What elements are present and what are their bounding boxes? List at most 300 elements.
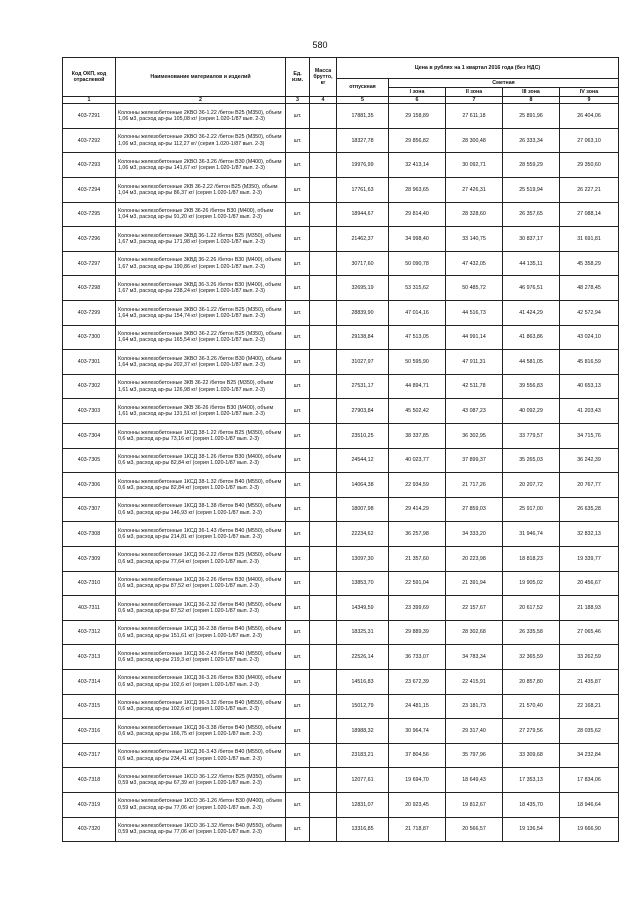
product-code: 403-7301 [63,350,116,375]
zone-1-price: 30 964,74 [389,719,446,744]
zone-3-price: 32 365,59 [503,645,560,670]
unit-cell: шт. [286,792,310,817]
unit-cell: шт. [286,202,310,227]
column-number: 8 [503,97,560,104]
mass-cell [310,202,337,227]
zone-4-price: 45 358,29 [560,251,619,276]
release-price: 23183,21 [337,743,389,768]
zone-2-price: 22 157,67 [446,596,503,621]
table-row [63,227,619,252]
product-name: Колонны железобетонные 3КВО 36-3.26 /бетон В30 (М400), объем 1,64 м3, расход ар-ры 202,37 кг/ (серия 1.020-1/87 вып. 2-3) [116,350,286,375]
zone-2-price: 27 611,18 [446,104,503,129]
mass-cell [310,768,337,793]
release-price: 17761,63 [337,178,389,203]
unit-cell: шт. [286,768,310,793]
table-row [63,546,619,571]
product-code: 403-7292 [63,128,116,153]
header-zone-3: III зона [503,88,560,97]
column-number: 3 [286,97,310,104]
product-code: 403-7302 [63,374,116,399]
product-code: 403-7294 [63,178,116,203]
unit-cell: шт. [286,374,310,399]
unit-cell: шт. [286,620,310,645]
unit-cell: шт. [286,153,310,178]
release-price: 19976,99 [337,153,389,178]
product-code: 403-7318 [63,768,116,793]
zone-4-price: 17 834,06 [560,768,619,793]
unit-cell: шт. [286,522,310,547]
zone-2-price: 27 426,31 [446,178,503,203]
unit-cell: шт. [286,178,310,203]
product-name: Колонны железобетонные 3КВО 36-2.22 /бетон В25 (М350), объем 1,64 м3, расход ар-ры 165,54 кг/ (серия 1.020-1/87 вып. 2-3) [116,325,286,350]
unit-cell: шт. [286,448,310,473]
product-name: Колонны железобетонные 2КВО 36-1.22 /бетон В25 (М350), объем 1,06 м3, расход ар-ры 105,08 кг/ (серия 1.020-1/87 вып. 2-3) [116,104,286,129]
release-price: 27903,84 [337,399,389,424]
zone-3-price: 18 818,23 [503,546,560,571]
column-number: 1 [63,97,116,104]
product-code: 403-7312 [63,620,116,645]
table-row [63,743,619,768]
table-row [63,325,619,350]
mass-cell [310,128,337,153]
zone-3-price: 31 946,74 [503,522,560,547]
mass-cell [310,424,337,449]
price-table [62,57,619,842]
zone-1-price: 37 804,56 [389,743,446,768]
table-row [63,448,619,473]
header-estimate: Сметная [389,79,619,88]
table-row [63,768,619,793]
zone-2-price: 20 223,98 [446,546,503,571]
mass-cell [310,645,337,670]
product-code: 403-7308 [63,522,116,547]
release-price: 32695,19 [337,276,389,301]
unit-cell: шт. [286,251,310,276]
header-zone-1: I зона [389,88,446,97]
zone-2-price: 20 566,57 [446,817,503,842]
mass-cell [310,227,337,252]
mass-cell [310,596,337,621]
header-name: Наименование материалов и изделий [116,58,286,97]
zone-4-price: 28 035,62 [560,719,619,744]
zone-4-price: 20 456,67 [560,571,619,596]
zone-1-price: 45 502,42 [389,399,446,424]
mass-cell [310,350,337,375]
zone-4-price: 43 024,10 [560,325,619,350]
zone-4-price: 27 065,46 [560,620,619,645]
mass-cell [310,546,337,571]
column-number: 4 [310,97,337,104]
zone-2-price: 23 181,73 [446,694,503,719]
table-row [63,202,619,227]
mass-cell [310,399,337,424]
zone-4-price: 26 635,28 [560,497,619,522]
release-price: 31027,97 [337,350,389,375]
zone-3-price: 41 424,29 [503,301,560,326]
unit-cell: шт. [286,350,310,375]
table-row [63,596,619,621]
zone-4-price: 32 832,13 [560,522,619,547]
table-row [63,104,619,129]
product-name: Колонны железобетонные 2КВ 36-2.22 /бетон В25 (М350), объем 1,04 м3, расход ар-ры 86,37 кг/ (серия 1.020-1/87 вып. 2-3) [116,178,286,203]
release-price: 17881,35 [337,104,389,129]
mass-cell [310,178,337,203]
release-price: 14349,59 [337,596,389,621]
unit-cell: шт. [286,128,310,153]
release-price: 15012,79 [337,694,389,719]
mass-cell [310,719,337,744]
release-price: 28839,90 [337,301,389,326]
table-row [63,473,619,498]
zone-4-price: 19 339,77 [560,546,619,571]
table-row [63,522,619,547]
zone-3-price: 25 891,96 [503,104,560,129]
zone-4-price: 36 242,39 [560,448,619,473]
table-row [63,128,619,153]
zone-4-price: 31 691,81 [560,227,619,252]
mass-cell [310,694,337,719]
zone-4-price: 27 088,14 [560,202,619,227]
mass-cell [310,522,337,547]
product-code: 403-7307 [63,497,116,522]
zone-1-price: 34 998,40 [389,227,446,252]
product-code: 403-7296 [63,227,116,252]
zone-4-price: 21 435,87 [560,669,619,694]
zone-2-price: 30 092,71 [446,153,503,178]
product-code: 403-7310 [63,571,116,596]
product-code: 403-7306 [63,473,116,498]
product-name: Колонны железобетонные 1КСД 38-1.32 /бетон В40 (М550), объем 0,6 м3, расход ар-ры 82,84 кг/ (серия 1.020-1/87 вып. 2-3) [116,473,286,498]
zone-1-price: 29 414,29 [389,497,446,522]
table-row [63,645,619,670]
zone-1-price: 29 889,39 [389,620,446,645]
zone-2-price: 34 333,20 [446,522,503,547]
zone-3-price: 17 353,13 [503,768,560,793]
zone-1-price: 47 513,05 [389,325,446,350]
table-row [63,669,619,694]
zone-3-price: 33 779,57 [503,424,560,449]
zone-1-price: 47 014,16 [389,301,446,326]
mass-cell [310,325,337,350]
product-name: Колонны железобетонные 1КСД 38-1.22 /бетон В25 (М350), объем 0,6 м3, расход ар-ры 73,16 кг/ (серия 1.020-1/87 вып. 2-3) [116,424,286,449]
unit-cell: шт. [286,325,310,350]
table-row [63,694,619,719]
mass-cell [310,497,337,522]
product-code: 403-7299 [63,301,116,326]
zone-3-price: 27 279,56 [503,719,560,744]
product-code: 403-7295 [63,202,116,227]
table-row [63,374,619,399]
product-code: 403-7311 [63,596,116,621]
zone-4-price: 29 350,60 [560,153,619,178]
zone-2-price: 27 859,03 [446,497,503,522]
product-code: 403-7293 [63,153,116,178]
release-price: 18325,31 [337,620,389,645]
product-name: Колонны железобетонные 1КСО 36-1.26 /бетон В30 (М400), объем 0,59 м3, расход ар-ры 77,06 кг/ (серия 1.020-1/87 вып. 2-3) [116,792,286,817]
zone-1-price: 20 923,45 [389,792,446,817]
release-price: 18944,67 [337,202,389,227]
zone-2-price: 29 317,40 [446,719,503,744]
zone-4-price: 27 063,10 [560,128,619,153]
zone-2-price: 19 812,67 [446,792,503,817]
release-price: 18988,32 [337,719,389,744]
column-number: 9 [560,97,619,104]
mass-cell [310,571,337,596]
header-release: отпускная [337,79,389,97]
unit-cell: шт. [286,743,310,768]
zone-4-price: 40 653,13 [560,374,619,399]
product-code: 403-7291 [63,104,116,129]
product-name: Колонны железобетонные 3КВД 36-3.26 /бетон В30 (М400), объем 1,67 м3, расход ар-ры 238,24 кг/ (серия 1.020-1/87 вып. 2-3) [116,276,286,301]
zone-1-price: 53 315,62 [389,276,446,301]
product-code: 403-7298 [63,276,116,301]
unit-cell: шт. [286,301,310,326]
zone-3-price: 20 617,52 [503,596,560,621]
header-zone-4: IV зона [560,88,619,97]
product-name: Колонны железобетонные 1КСД 36-3.26 /бетон В30 (М400), объем 0,6 м3, расход ар-ры 102,6 кг/ (серия 1.020-1/87 вып. 2-3) [116,669,286,694]
unit-cell: шт. [286,276,310,301]
table-row [63,350,619,375]
zone-3-price: 20 857,80 [503,669,560,694]
zone-3-price: 44 135,11 [503,251,560,276]
zone-2-price: 28 300,48 [446,128,503,153]
mass-cell [310,104,337,129]
product-name: Колонны железобетонные 1КСД 38-1.38 /бетон В40 (М550), объем 0,6 м3, расход ар-ры 146,93 кг/ (серия 1.020-1/87 вып. 2-3) [116,497,286,522]
release-price: 13097,30 [337,546,389,571]
mass-cell [310,374,337,399]
release-price: 14516,83 [337,669,389,694]
mass-cell [310,301,337,326]
table-row [63,399,619,424]
zone-3-price: 39 556,83 [503,374,560,399]
zone-3-price: 20 207,72 [503,473,560,498]
zone-2-price: 44 516,73 [446,301,503,326]
mass-cell [310,792,337,817]
product-name: Колонны железобетонные 3КВД 36-2.26 /бетон В30 (М400), объем 1,67 м3, расход ар-ры 190,86 кг/ (серия 1.020-1/87 вып. 2-3) [116,251,286,276]
release-price: 12831,07 [337,792,389,817]
product-name: Колонны железобетонные 1КСД 36-2.26 /бетон В30 (М400), объем 0,6 м3, расход ар-ры 87,52 кг/ (серия 1.020-1/87 вып. 2-3) [116,571,286,596]
product-code: 403-7320 [63,817,116,842]
zone-2-price: 47 432,05 [446,251,503,276]
product-name: Колонны железобетонные 1КСД 36-3.38 /бетон В40 (М550), объем 0,6 м3, расход ар-ры 166,75 кг/ (серия 1.020-1/87 вып. 2-3) [116,719,286,744]
zone-4-price: 18 946,64 [560,792,619,817]
product-name: Колонны железобетонные 2КВО 36-2.22 /бетон В25 (М350), объем 1,06 м3, расход ар-ры 112,27 кг/ (серия 1.020-1/87 вып. 2-3) [116,128,286,153]
unit-cell: шт. [286,104,310,129]
zone-3-price: 33 309,68 [503,743,560,768]
column-number: 5 [337,97,389,104]
zone-2-price: 44 991,14 [446,325,503,350]
table-row [63,620,619,645]
zone-1-price: 50 090,78 [389,251,446,276]
zone-3-price: 25 917,00 [503,497,560,522]
release-price: 18007,98 [337,497,389,522]
release-price: 21462,37 [337,227,389,252]
zone-2-price: 36 302,95 [446,424,503,449]
table-row [63,571,619,596]
product-code: 403-7309 [63,546,116,571]
column-number: 6 [389,97,446,104]
unit-cell: шт. [286,645,310,670]
mass-cell [310,669,337,694]
product-code: 403-7315 [63,694,116,719]
zone-2-price: 34 783,34 [446,645,503,670]
zone-3-price: 46 976,51 [503,276,560,301]
zone-2-price: 21 717,26 [446,473,503,498]
unit-cell: шт. [286,546,310,571]
page-number: 580 [312,40,328,50]
mass-cell [310,817,337,842]
zone-2-price: 42 511,78 [446,374,503,399]
release-price: 22234,62 [337,522,389,547]
zone-3-price: 19 136,54 [503,817,560,842]
zone-1-price: 23 399,69 [389,596,446,621]
zone-3-price: 44 581,05 [503,350,560,375]
zone-1-price: 19 694,70 [389,768,446,793]
zone-1-price: 22 591,04 [389,571,446,596]
table-row [63,817,619,842]
header-unit: Ед. изм. [286,58,310,97]
unit-cell: шт. [286,669,310,694]
zone-4-price: 22 168,21 [560,694,619,719]
zone-4-price: 21 188,93 [560,596,619,621]
product-name: Колонны железобетонные 1КСД 38-1.26 /бетон В30 (М400), объем 0,6 м3, расход ар-ры 82,84 кг/ (серия 1.020-1/87 вып. 2-3) [116,448,286,473]
table-body [63,104,619,842]
zone-1-price: 24 481,15 [389,694,446,719]
zone-3-price: 18 435,70 [503,792,560,817]
table-row [63,497,619,522]
product-name: Колонны железобетонные 2КВ 36-26 /бетон В30 (М400), объем 1,04 м3, расход ар-ры 91,20 кг/ (серия 1.020-1/87 вып. 2-3) [116,202,286,227]
product-code: 403-7297 [63,251,116,276]
product-name: Колонны железобетонные 1КСД 36-2.32 /бетон В40 (М550), объем 0,6 м3, расход ар-ры 87,52 кг/ (серия 1.020-1/87 вып. 2-3) [116,596,286,621]
zone-3-price: 19 905,02 [503,571,560,596]
product-code: 403-7305 [63,448,116,473]
zone-1-price: 32 413,14 [389,153,446,178]
unit-cell: шт. [286,227,310,252]
unit-cell: шт. [286,424,310,449]
release-price: 12077,61 [337,768,389,793]
product-name: Колонны железобетонные 1КСД 36-3.43 /бетон В40 (М550), объем 0,6 м3, расход ар-ры 234,41 кг/ (серия 1.020-1/87 вып. 2-3) [116,743,286,768]
zone-4-price: 34 232,84 [560,743,619,768]
zone-1-price: 38 337,85 [389,424,446,449]
column-number: 7 [446,97,503,104]
zone-4-price: 45 816,59 [560,350,619,375]
zone-3-price: 40 092,29 [503,399,560,424]
zone-1-price: 29 158,89 [389,104,446,129]
zone-4-price: 41 203,43 [560,399,619,424]
release-price: 24544,12 [337,448,389,473]
zone-2-price: 35 797,96 [446,743,503,768]
product-code: 403-7317 [63,743,116,768]
product-name: Колонны железобетонные 3КВД 36-1.22 /бетон В25 (М350), объем 1,67 м3, расход ар-ры 171,98 кг/ (серия 1.020-1/87 вып. 2-3) [116,227,286,252]
table-row [63,251,619,276]
product-name: Колонны железобетонные 1КСД 36-2.38 /бетон В40 (М550), объем 0,6 м3, расход ар-ры 151,61 кг/ (серия 1.020-1/87 вып. 2-3) [116,620,286,645]
release-price: 13853,70 [337,571,389,596]
unit-cell: шт. [286,694,310,719]
zone-3-price: 21 570,40 [503,694,560,719]
zone-1-price: 44 894,71 [389,374,446,399]
header-zone-2: II зона [446,88,503,97]
product-name: Колонны железобетонные 3КВ 36-22 /бетон В25 (М350), объем 1,61 м3, расход ар-ры 126,98 кг/ (серия 1.020-1/87 вып. 2-3) [116,374,286,399]
mass-cell [310,251,337,276]
unit-cell: шт. [286,473,310,498]
mass-cell [310,473,337,498]
product-name: Колонны железобетонные 1КСО 36-1.32 /бетон В40 (М550), объем 0,59 м3, расход ар-ры 77,06 кг/ (серия 1.020-1/87 вып. 2-3) [116,817,286,842]
product-name: Колонны железобетонные 3КВ 36-26 /бетон В30 (М400), объем 1,61 м3, расход ар-ры 131,51 кг/ (серия 1.020-1/87 вып. 2-3) [116,399,286,424]
zone-1-price: 23 672,39 [389,669,446,694]
product-code: 403-7300 [63,325,116,350]
table-row [63,276,619,301]
header-code: Код ОКП, код отраслевой [63,58,116,97]
zone-4-price: 26 227,21 [560,178,619,203]
zone-1-price: 29 814,40 [389,202,446,227]
zone-1-price: 22 934,59 [389,473,446,498]
zone-3-price: 28 559,29 [503,153,560,178]
zone-1-price: 21 718,87 [389,817,446,842]
column-numbers-row [63,97,619,104]
product-name: Колонны железобетонные 1КСО 36-1.22 /бетон В25 (М350), объем 0,59 м3, расход ар-ры 67,39 кг/ (серия 1.020-1/87 вып. 2-3) [116,768,286,793]
zone-2-price: 43 087,23 [446,399,503,424]
table-row [63,719,619,744]
product-code: 403-7319 [63,792,116,817]
zone-3-price: 25 519,94 [503,178,560,203]
zone-3-price: 26 333,34 [503,128,560,153]
unit-cell: шт. [286,399,310,424]
table-row [63,424,619,449]
unit-cell: шт. [286,571,310,596]
product-name: Колонны железобетонные 1КСД 36-1.43 /бетон В40 (М550), объем 0,6 м3, расход ар-ры 214,81 кг/ (серия 1.020-1/87 вып. 2-3) [116,522,286,547]
zone-2-price: 22 415,91 [446,669,503,694]
product-code: 403-7316 [63,719,116,744]
product-name: Колонны железобетонные 3КВО 36-1.22 /бетон В25 (М350), объем 1,64 м3, расход ар-ры 154,74 кг/ (серия 1.020-1/87 вып. 2-3) [116,301,286,326]
zone-1-price: 29 856,82 [389,128,446,153]
release-price: 27531,17 [337,374,389,399]
zone-4-price: 34 715,76 [560,424,619,449]
zone-1-price: 40 023,77 [389,448,446,473]
unit-cell: шт. [286,596,310,621]
mass-cell [310,448,337,473]
mass-cell [310,276,337,301]
product-name: Колонны железобетонные 1КСД 36-3.32 /бетон В40 (М550), объем 0,6 м3, расход ар-ры 102,6 кг/ (серия 1.020-1/87 вып. 2-3) [116,694,286,719]
table-row [63,792,619,817]
release-price: 14064,38 [337,473,389,498]
zone-1-price: 36 733,07 [389,645,446,670]
table-row [63,178,619,203]
mass-cell [310,743,337,768]
zone-4-price: 42 572,94 [560,301,619,326]
zone-3-price: 30 837,17 [503,227,560,252]
table-row [63,153,619,178]
zone-2-price: 18 649,43 [446,768,503,793]
zone-4-price: 26 404,06 [560,104,619,129]
zone-1-price: 36 257,98 [389,522,446,547]
zone-3-price: 41 863,86 [503,325,560,350]
product-name: Колонны железобетонные 1КСД 36-2.22 /бетон В25 (М350), объем 0,6 м3, расход ар-ры 77,64 кг/ (серия 1.020-1/87 вып. 2-3) [116,546,286,571]
mass-cell [310,620,337,645]
zone-1-price: 21 357,60 [389,546,446,571]
zone-2-price: 47 911,31 [446,350,503,375]
zone-2-price: 21 391,94 [446,571,503,596]
product-code: 403-7314 [63,669,116,694]
release-price: 13316,85 [337,817,389,842]
release-price: 23510,25 [337,424,389,449]
unit-cell: шт. [286,817,310,842]
zone-2-price: 37 899,37 [446,448,503,473]
unit-cell: шт. [286,719,310,744]
release-price: 22526,14 [337,645,389,670]
product-code: 403-7313 [63,645,116,670]
column-number: 2 [116,97,286,104]
product-code: 403-7303 [63,399,116,424]
